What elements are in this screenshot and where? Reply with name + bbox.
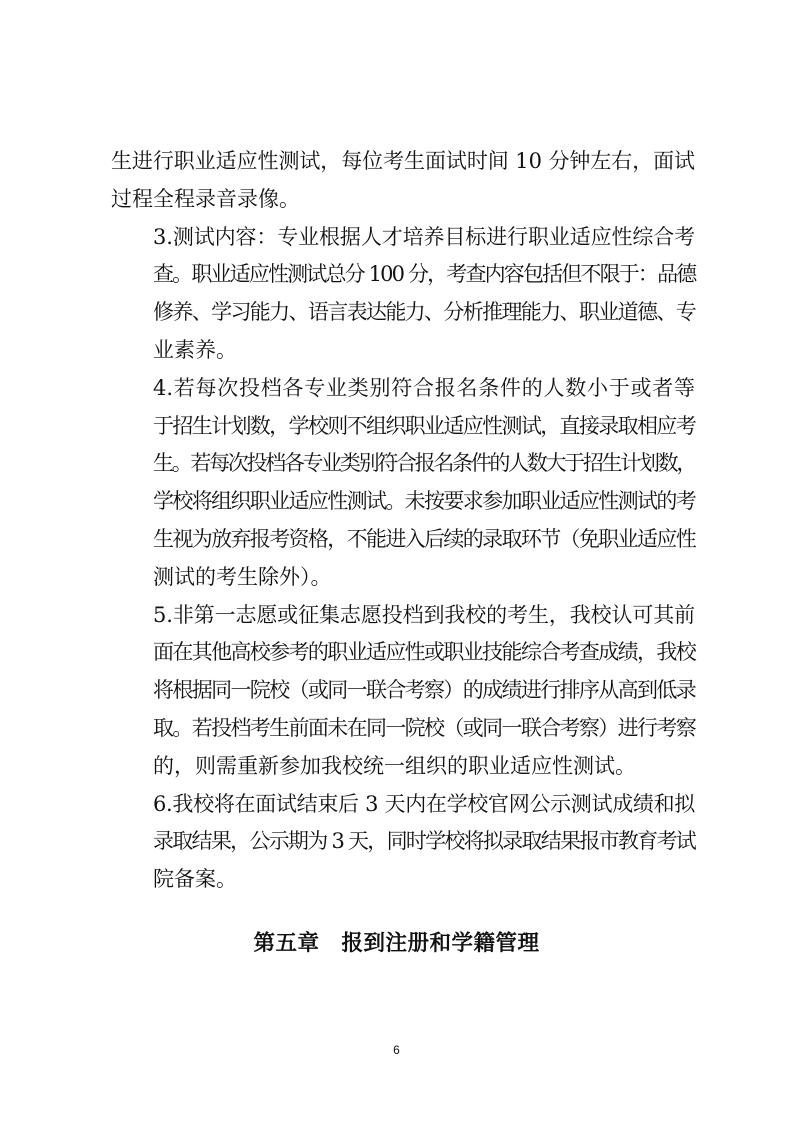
paragraph-p0 (111, 143, 695, 219)
paragraph-p3 (111, 219, 695, 370)
text-line: 取。若投档考生前面未在同一院校（或同一联合考察）进行考察 (153, 715, 696, 740)
text-line: 院备案。 (153, 867, 237, 892)
text-line: 5.非第一志愿或征集志愿投档到我校的考生，我校认可其前 (153, 602, 696, 627)
text-line: 于招生计划数，学校则不组织职业适应性测试，直接录取相应考 (153, 413, 696, 438)
text-line: 录取结果，公示期为 3 天，同时学校将拟录取结果报市教育考试 (153, 829, 695, 854)
text-line: 修养、学习能力、语言表达能力、分析推理能力、职业道德、专 (153, 300, 696, 325)
paragraph-p4 (111, 370, 695, 597)
paragraph-p5 (111, 597, 695, 786)
text-line: 查。职业适应性测试总分 100 分，考查内容包括但不限于：品德 (153, 262, 696, 287)
text-line: 的，则需重新参加我校统一组织的职业适应性测试。 (153, 753, 636, 778)
text-line: 测试的考生除外）。 (153, 564, 332, 589)
text-line: 4.若每次投档各专业类别符合报名条件的人数小于或者等 (153, 375, 695, 400)
text-line: 面在其他高校参考的职业适应性或职业技能综合考查成绩，我校 (153, 640, 696, 665)
page-number: 6 (393, 1043, 400, 1057)
body-text (111, 143, 695, 899)
text-line: 3.测试内容：专业根据人才培养目标进行职业适应性综合考 (153, 224, 696, 249)
text-line: 业素养。 (153, 337, 237, 362)
text-line: 学校将组织职业适应性测试。未按要求参加职业适应性测试的考 (153, 489, 696, 514)
text-line: 生。若每次投档各专业类别符合报名条件的人数大于招生计划数， (153, 451, 696, 476)
chapter-heading: 第五章 报到注册和学籍管理 (253, 931, 540, 956)
paragraph-p6 (111, 786, 695, 899)
text-line: 生进行职业适应性测试，每位考生面试时间 10 分钟左右，面试 (111, 149, 695, 173)
text-line: 将根据同一院校（或同一联合考察）的成绩进行排序从高到低录 (153, 678, 696, 703)
text-line: 6.我校将在面试结束后 3 天内在学校官网公示测试成绩和拟 (153, 791, 695, 816)
text-line: 过程全程录音录像。 (111, 186, 300, 211)
text-line: 生视为放弃报考资格，不能进入后续的录取环节（免职业适应性 (153, 526, 696, 551)
